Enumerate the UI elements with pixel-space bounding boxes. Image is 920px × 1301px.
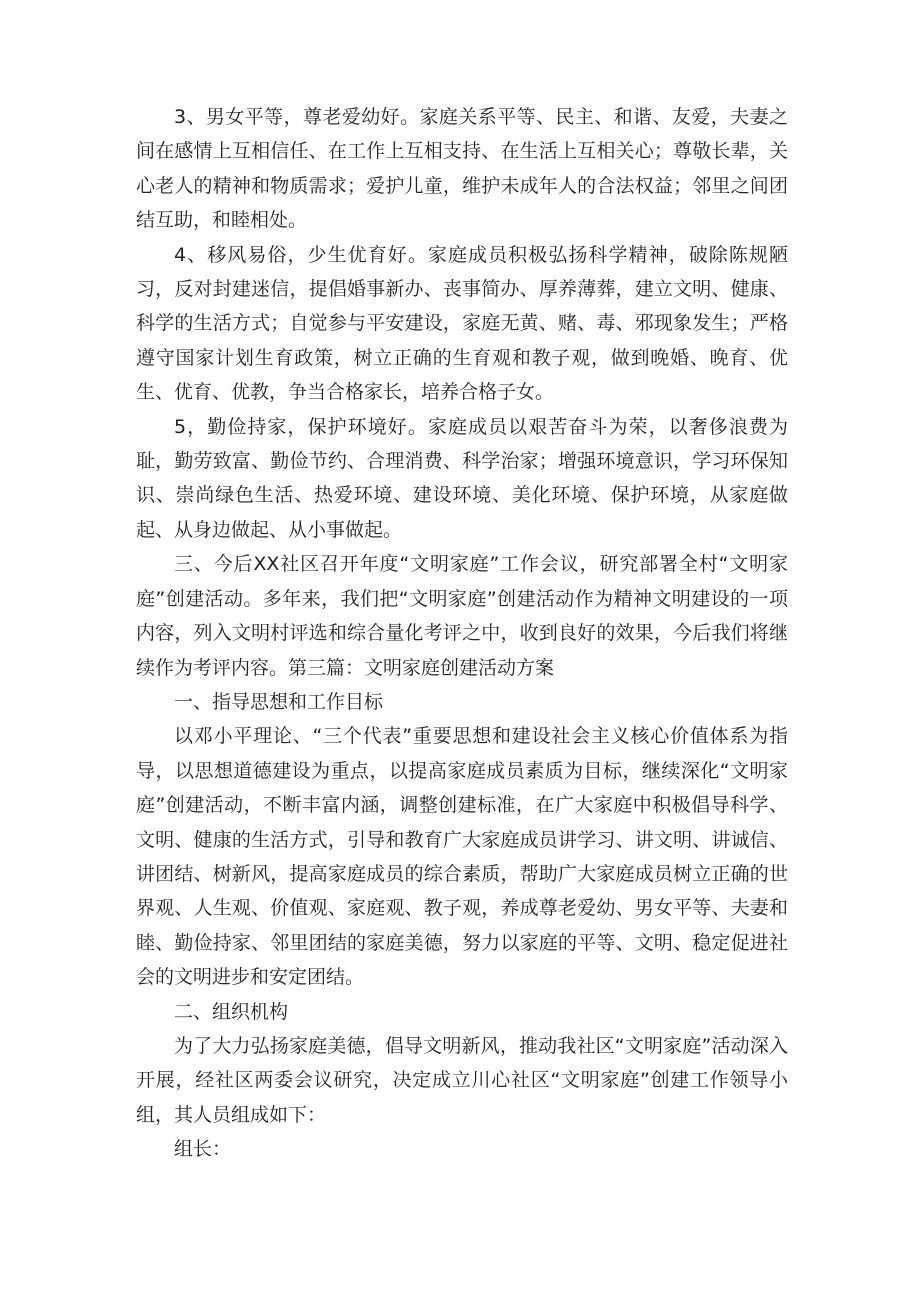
- group-leader-label: 组长：: [174, 1138, 232, 1161]
- paragraph-thrift-environment: 5，勤俭持家，保护环境好。家庭成员以艰苦奋斗为荣，以奢侈浪费为耻，勤劳致富、勤俭节约、合理消费、科学治家；增强环境意识，学习环保知识、崇尚绿色生活、热爱环境、建设环境、美化环境、保护环境，从家庭做起、从身边做起、从小事做起。: [136, 415, 788, 541]
- paragraph-organization: 为了大力弘扬家庭美德，倡导文明新风，推动我社区“文明家庭”活动深入开展，经社区两委会议研究，决定成立川心社区“文明家庭”创建工作领导小组，其人员组成如下：: [136, 1034, 788, 1126]
- section-heading-guiding-thought: 一、指导思想和工作目标: [174, 690, 384, 713]
- section-heading-organization: 二、组织机构: [174, 1000, 289, 1023]
- paragraph-guiding-thought: 以邓小平理论、“三个代表”重要思想和建设社会主义核心价值体系为指导，以思想道德建设为重点，以提高家庭成员素质为目标，继续深化“文明家庭”创建活动，不断丰富内涵，调整创建标准，在广大家庭中积极倡导科学、文明、健康的生活方式，引导和教育广大家庭成员讲学习、讲文明、讲诚信、讲团结、树新风，提高家庭成员的综合素质，帮助广大家庭成员树立正确的世界观、人生观、价值观、家庭观、教子观，养成尊老爱幼、男女平等、夫妻和睦、勤俭持家、邻里团结的家庭美德，努力以家庭的平等、文明、稳定促进社会的文明进步和安定团结。: [136, 725, 788, 989]
- paragraph-customs-reform: 4、移风易俗，少生优育好。家庭成员积极弘扬科学精神，破除陈规陋习，反对封建迷信，提倡婚事新办、丧事简办、厚养薄葬，建立文明、健康、科学的生活方式；自觉参与平安建设，家庭无黄、赌、毒、邪现象发生；严格遵守国家计划生育政策，树立正确的生育观和教子观，做到晚婚、晚育、优生、优育、优教，争当合格家长，培养合格子女。: [136, 243, 788, 404]
- paragraph-annual-meeting: 三、今后XX社区召开年度“文明家庭”工作会议，研究部署全村“文明家庭”创建活动。多年来，我们把“文明家庭”创建活动作为精神文明建设的一项内容，列入文明村评选和综合量化考评之中，收到良好的效果，今后我们将继续作为考评内容。第三篇：文明家庭创建活动方案: [136, 553, 788, 679]
- document-page: [136, 100, 788, 1167]
- paragraph-gender-equality: 3、男女平等，尊老爱幼好。家庭关系平等、民主、和谐、友爱，夫妻之间在感情上互相信任、在工作上互相支持、在生活上互相关心；尊敬长辈，关心老人的精神和物质需求；爱护儿童，维护未成年人的合法权益；邻里之间团结互助，和睦相处。: [136, 106, 788, 232]
